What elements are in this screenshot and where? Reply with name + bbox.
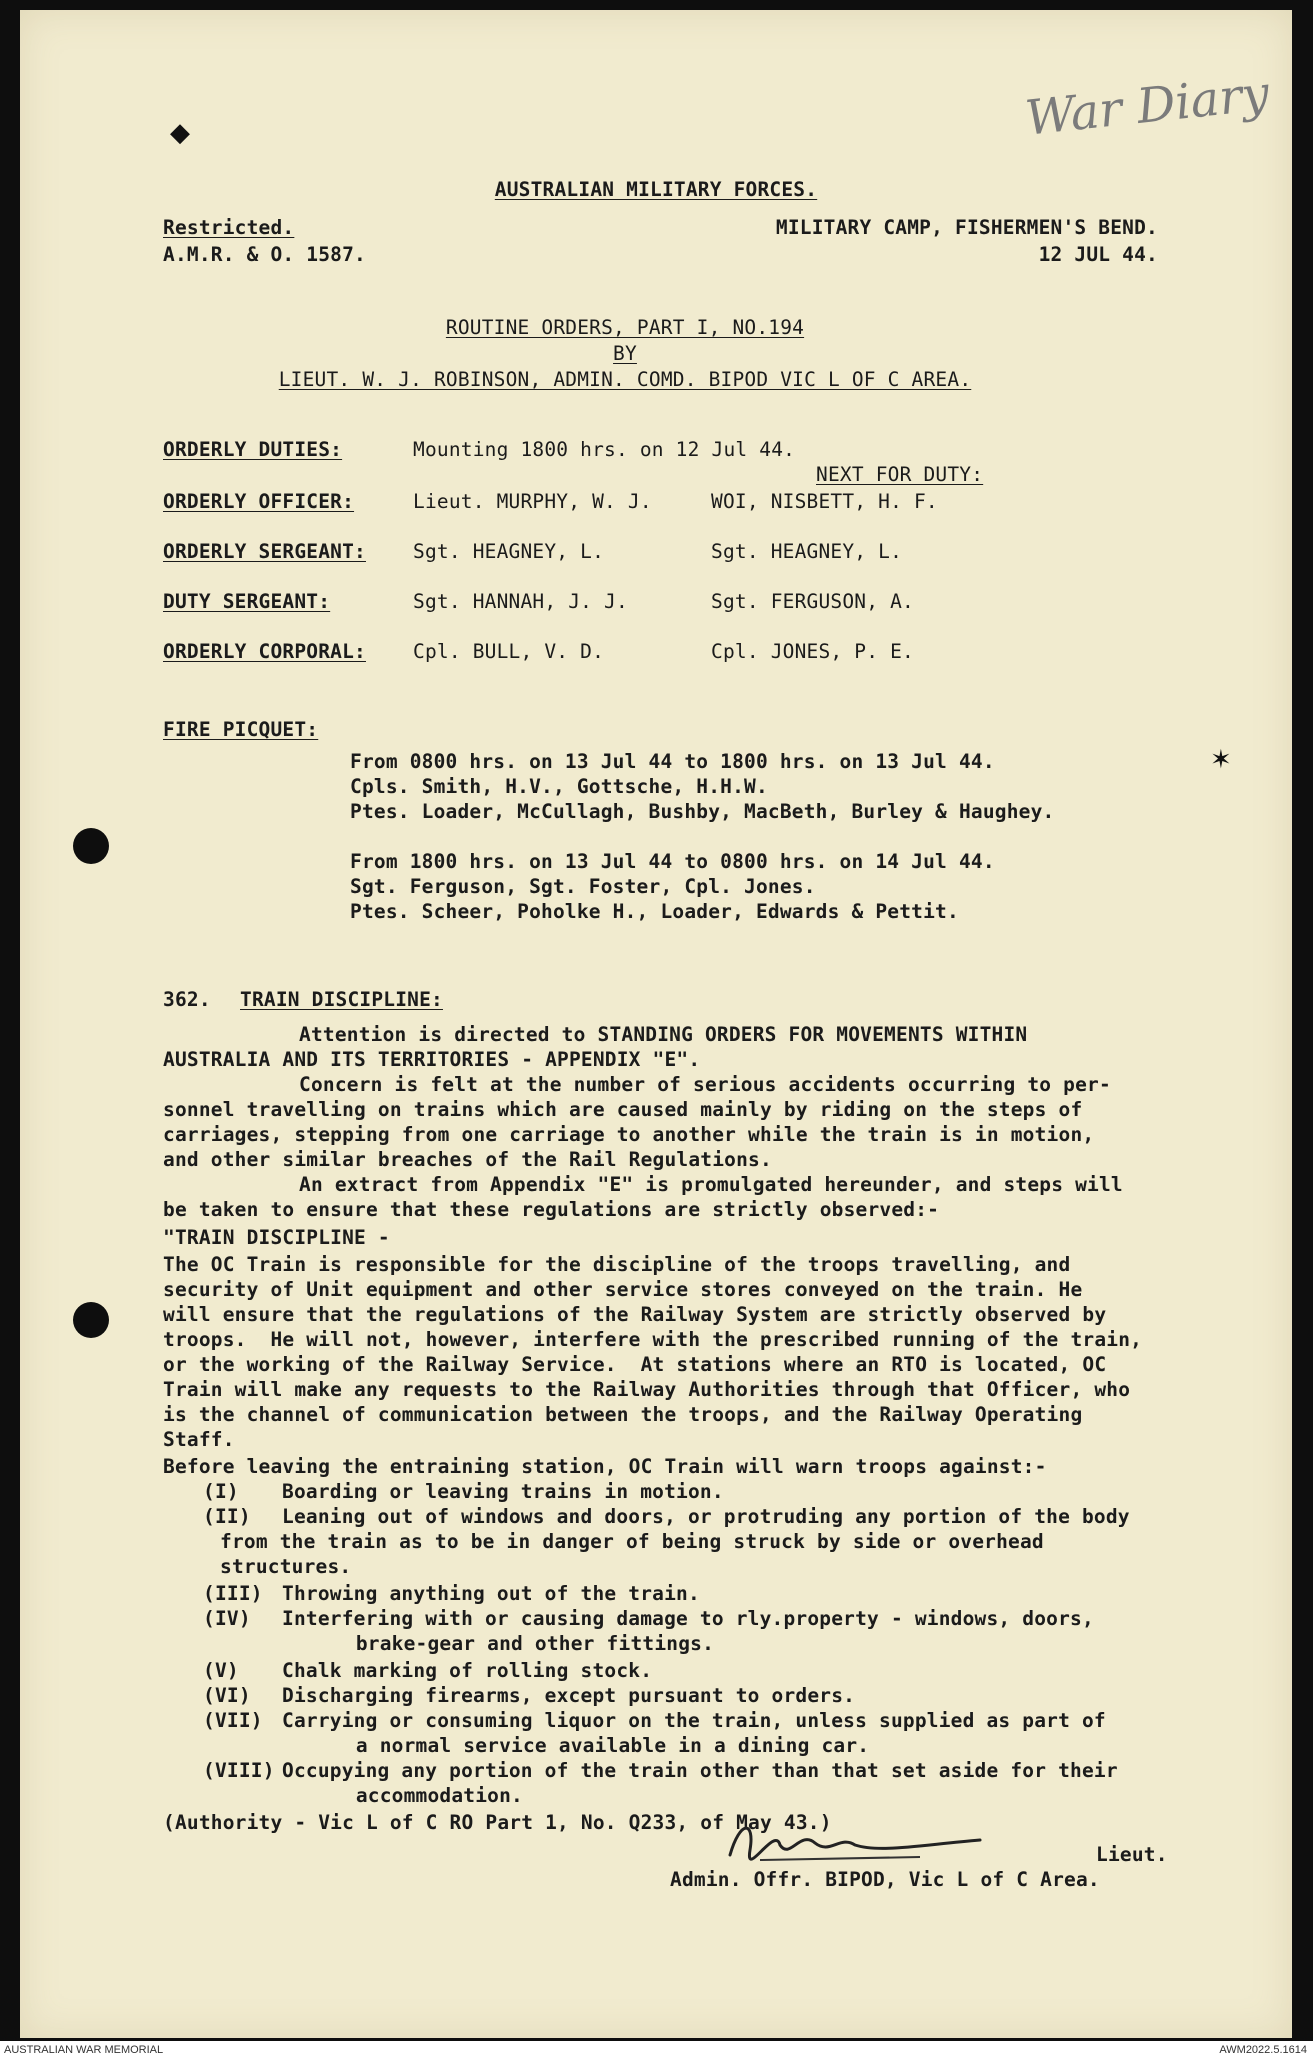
item-number: (IV) <box>203 1607 251 1630</box>
document-title: AUSTRALIAN MILITARY FORCES. <box>494 178 818 201</box>
item-text: Boarding or leaving trains in motion. <box>282 1480 724 1503</box>
restricted-label: Restricted. <box>163 216 295 239</box>
signature-title: Admin. Offr. BIPOD, Vic L of C Area. <box>670 1868 1100 1891</box>
body-line: Attention is directed to STANDING ORDERS FOR MOVEMENTS WITHIN <box>299 1023 1028 1046</box>
item-text: accommodation. <box>320 1784 523 1807</box>
item-number: (II) <box>203 1505 251 1528</box>
body-line: troops. He will not, however, interfere with the prescribed running of the train, <box>163 1328 1143 1351</box>
duty-row-next: Sgt. FERGUSON, A. <box>711 590 914 613</box>
body-line: AUSTRALIA AND ITS TERRITORIES - APPENDIX "E". <box>163 1048 701 1071</box>
item-text: Throwing anything out of the train. <box>282 1582 700 1605</box>
war-diary-handwritten-note: War Diary <box>1022 65 1272 147</box>
item-number: (I) <box>203 1480 239 1503</box>
ink-blot: ◆ <box>170 118 190 148</box>
duty-row-label: ORDERLY CORPORAL: <box>163 640 366 663</box>
duty-row-next: Sgt. HEAGNEY, L. <box>711 540 903 563</box>
duty-row-next: WOI, NISBETT, H. F. <box>711 490 938 513</box>
body-line: Concern is felt at the number of serious accidents occurring to per- <box>299 1073 1111 1096</box>
body-line: The OC Train is responsible for the discipline of the troops travelling, and <box>163 1253 1071 1276</box>
footer-institution: AUSTRALIAN WAR MEMORIAL <box>4 2044 164 2056</box>
body-line: carriages, stepping from one carriage to another while the train is in motion, <box>163 1123 1095 1146</box>
punch-hole <box>73 828 109 864</box>
item-text: from the train as to be in danger of being struck by side or overhead <box>220 1530 1044 1553</box>
item-number: (V) <box>203 1659 239 1682</box>
document-date: 12 JUL 44. <box>1038 243 1158 266</box>
duty-row-label: ORDERLY SERGEANT: <box>163 540 366 563</box>
fire-picquet-label: FIRE PICQUET: <box>163 718 319 741</box>
item-text: a normal service available in a dining car. <box>320 1734 870 1757</box>
punch-hole <box>73 1302 109 1338</box>
picquet-line: Sgt. Ferguson, Sgt. Foster, Cpl. Jones. <box>350 875 816 898</box>
picquet-line: From 0800 hrs. on 13 Jul 44 to 1800 hrs. on 13 Jul 44. <box>350 750 995 773</box>
body-line: security of Unit equipment and other service stores conveyed on the train. He <box>163 1278 1083 1301</box>
duty-row-current: Sgt. HANNAH, J. J. <box>413 590 628 613</box>
orderly-duties-value: Mounting 1800 hrs. on 12 Jul 44. <box>413 438 796 461</box>
location: MILITARY CAMP, FISHERMEN'S BEND. <box>775 216 1158 239</box>
body-line: An extract from Appendix "E" is promulgated hereunder, and steps will <box>299 1173 1123 1196</box>
footer-accession-number: AWM2022.5.1614 <box>1219 2044 1307 2056</box>
item-number: (III) <box>203 1582 263 1605</box>
picquet-line: Ptes. Loader, McCullagh, Bushby, MacBeth, Burley & Haughey. <box>350 800 1055 823</box>
ink-blot: ✶ <box>1210 745 1232 775</box>
section-number: 362. <box>163 988 211 1011</box>
item-text: Occupying any portion of the train other than that set aside for their <box>282 1759 1118 1782</box>
orders-title: ROUTINE ORDERS, PART I, NO.194 <box>445 316 805 339</box>
body-line: Staff. <box>163 1428 235 1451</box>
body-line: Train will make any requests to the Railway Authorities through that Officer, who <box>163 1378 1131 1401</box>
picquet-line: Ptes. Scheer, Poholke H., Loader, Edwards & Pettit. <box>350 900 959 923</box>
body-line: is the channel of communication between the troops, and the Railway Operating <box>163 1403 1083 1426</box>
body-line: and other similar breaches of the Rail Regulations. <box>163 1148 772 1171</box>
item-text: Chalk marking of rolling stock. <box>282 1659 653 1682</box>
orders-by: BY <box>613 342 637 365</box>
document-page <box>20 10 1292 2038</box>
signature-scrawl <box>720 1815 1000 1870</box>
duty-row-label: DUTY SERGEANT: <box>163 590 331 613</box>
item-text: Carrying or consuming liquor on the train, unless supplied as part of <box>282 1709 1106 1732</box>
item-text: Discharging firearms, except pursuant to orders. <box>282 1684 856 1707</box>
body-line: "TRAIN DISCIPLINE - <box>163 1226 390 1249</box>
orders-issuer: LIEUT. W. J. ROBINSON, ADMIN. COMD. BIPOD VIC L OF C AREA. <box>278 368 972 391</box>
item-text: Interfering with or causing damage to rly.property - windows, doors, <box>282 1607 1094 1630</box>
duty-row-current: Lieut. MURPHY, W. J. <box>413 490 652 513</box>
item-text: brake-gear and other fittings. <box>320 1632 715 1655</box>
body-line: or the working of the Railway Service. At stations where an RTO is located, OC <box>163 1353 1107 1376</box>
picquet-line: Cpls. Smith, H.V., Gottsche, H.H.W. <box>350 775 768 798</box>
body-line: be taken to ensure that these regulations are strictly observed:- <box>163 1198 940 1221</box>
section-heading: TRAIN DISCIPLINE: <box>240 988 443 1011</box>
duty-row-next: Cpl. JONES, P. E. <box>711 640 914 663</box>
item-number: (VII) <box>203 1709 263 1732</box>
body-line: will ensure that the regulations of the Railway System are strictly observed by <box>163 1303 1107 1326</box>
item-number: (VI) <box>203 1684 251 1707</box>
body-line: sonnel travelling on trains which are caused mainly by riding on the steps of <box>163 1098 1083 1121</box>
duty-row-label: ORDERLY OFFICER: <box>163 490 355 513</box>
next-for-duty-label: NEXT FOR DUTY: <box>816 463 984 486</box>
picquet-line: From 1800 hrs. on 13 Jul 44 to 0800 hrs. on 14 Jul 44. <box>350 850 995 873</box>
item-text: structures. <box>220 1555 352 1578</box>
duty-row-current: Cpl. BULL, V. D. <box>413 640 605 663</box>
reference-number: A.M.R. & O. 1587. <box>163 243 366 266</box>
duty-row-current: Sgt. HEAGNEY, L. <box>413 540 605 563</box>
item-text: Leaning out of windows and doors, or protruding any portion of the body <box>282 1505 1130 1528</box>
orderly-duties-label: ORDERLY DUTIES: <box>163 438 343 461</box>
archive-footer <box>0 2041 1313 2061</box>
item-number: (VIII) <box>203 1759 275 1782</box>
signature-rank: Lieut. <box>1096 1843 1168 1866</box>
authority-line: (Authority - Vic L of C RO Part 1, No. Q233, of May 43.) <box>163 1811 832 1834</box>
body-line: Before leaving the entraining station, OC Train will warn troops against:- <box>163 1455 1047 1478</box>
